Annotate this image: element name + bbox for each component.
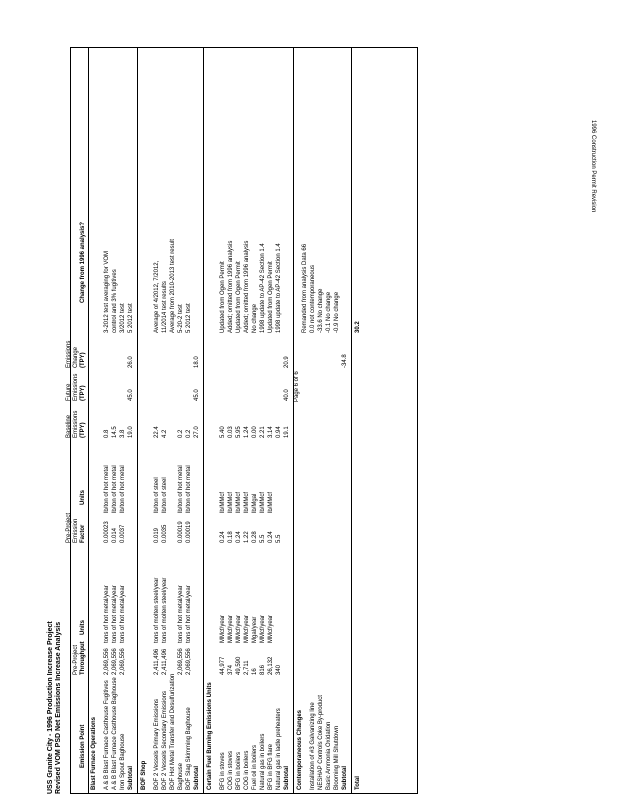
cell-base: 3.14 <box>268 426 274 438</box>
cell-note: -0.9 No change <box>334 291 340 333</box>
cell-base: 5.95 <box>236 426 242 438</box>
cell-factor: 0.00019 <box>178 521 184 543</box>
section-heading: Contemporaneous Changes <box>297 709 303 790</box>
cell-base: 3.8 <box>120 429 126 438</box>
cell-thru: 2,069,556 <box>178 648 184 675</box>
cell-base: 0.94 <box>276 426 282 438</box>
cell-point: BFG in BFG flare <box>268 743 274 790</box>
cell-base: 1.24 <box>244 426 250 438</box>
title-line-2: Revised VOM PSD Net Emissions Increase Analysis <box>55 621 62 794</box>
cell-note: Average from 2010-2013 test result <box>170 239 176 333</box>
cell-note: Added; omitted from 1996 analysis <box>228 240 234 333</box>
cell-factor: 0.014 <box>112 527 118 543</box>
cell-note: 11/2014 test results <box>162 281 168 333</box>
cell-point: BOF 2 Vessels Secondary Emissions <box>162 690 168 790</box>
cell-thru: 2,069,556 <box>120 648 126 675</box>
col-header-notes: Change from 1996 analysis? <box>80 221 86 303</box>
section-rule <box>351 48 352 793</box>
cell-point: COG in boilers <box>244 750 250 790</box>
cell-factor: 1.22 <box>244 531 250 543</box>
cell-note: Updated from Ogen Permit <box>220 261 226 333</box>
cell-factor: 0.00019 <box>186 521 192 543</box>
contemporaneous-note: Remanded from analysis Data 66 <box>302 243 308 333</box>
cell-funits: lb/MMcf <box>268 492 274 513</box>
cell-units: tons of hot metal/year <box>186 585 192 643</box>
cell-thru: 49,590 <box>236 656 242 675</box>
cell-funits: lb/ton of hot metal <box>186 465 192 513</box>
cell-future: 45.0 <box>194 389 200 401</box>
cell-point: Installation of #3 Galvanizing line <box>310 702 316 790</box>
title-line-1: USS Granite City - 1996 Production Increase Project <box>47 621 54 794</box>
cell-factor: 0.24 <box>268 531 274 543</box>
cell-base: 0.2 <box>178 429 184 438</box>
cell-point: Blooming Mill Shutdown <box>334 725 340 790</box>
col-header-change-3: (TPY) <box>80 352 86 368</box>
cell-note: 1998 update to AP-42 Section 1.4 <box>260 243 266 333</box>
cell-note: control and 3% fugitives <box>112 269 118 333</box>
cell-note: 3/2012 test <box>120 303 126 333</box>
col-header-future-2: Emissions <box>73 373 79 401</box>
cell-change: 20.9 <box>284 356 290 368</box>
col-header-factor-3: Factor <box>80 524 86 543</box>
cell-change: 26.0 <box>128 356 134 368</box>
cell-units: tons of hot metal/year <box>112 585 118 643</box>
cell-point: Subtotal <box>194 766 200 790</box>
cell-funits: lb/MMcf <box>236 492 242 513</box>
cell-units: tons of hot metal/year <box>178 585 184 643</box>
col-header-baseline-3: (TPY) <box>80 422 86 438</box>
cell-thru: 340 <box>276 664 282 675</box>
page-footer: Page 6 of 6 <box>294 371 300 402</box>
col-header-future-1: Future <box>66 383 72 401</box>
cell-funits: lb/MMcf <box>260 492 266 513</box>
cell-point: Subtotal <box>128 766 134 790</box>
cell-base: 27.0 <box>194 426 200 438</box>
cell-note: No change <box>252 303 258 333</box>
cell-note: -33.6 No change <box>318 288 324 333</box>
section-heading: BOF Shop <box>141 760 147 790</box>
cell-note: 5-20-2 test <box>178 304 184 333</box>
emissions-table <box>66 47 418 794</box>
cell-point: A & B Blast Furnace Casthouse Fugitives <box>104 680 110 790</box>
cell-factor: 0.019 <box>154 527 160 543</box>
cell-point: Basic Ammonia Oxidation <box>326 721 332 790</box>
cell-note: Average of 4/2012, 7/2012, <box>154 260 160 333</box>
total-label: Total <box>355 776 361 790</box>
cell-point: BOF 2 Vessels Primary Emissions <box>154 698 160 790</box>
col-header-units: Units <box>80 620 86 635</box>
cell-units: MMcf/year <box>236 614 242 643</box>
cell-factor: 5.5 <box>260 534 266 543</box>
cell-point: BFG in boilers <box>236 751 242 790</box>
cell-note: 5 2012 test <box>186 303 192 333</box>
section-rule <box>293 48 294 793</box>
col-header-baseline-2: Emissions <box>73 410 79 438</box>
cell-base: 0.00 <box>252 426 258 438</box>
cell-funits: lb/MMcf <box>244 492 250 513</box>
cell-point: Subtotal <box>284 766 290 790</box>
section-heading: Blast Furnace Operations <box>91 716 97 790</box>
cell-units: tons of hot metal/year <box>120 585 126 643</box>
cell-point: COG in stoves <box>228 750 234 790</box>
cell-funits: lb/ton of steel <box>154 477 160 513</box>
cell-base: 2.21 <box>260 426 266 438</box>
section-heading: Certain Fuel Burning Emissions Units <box>207 682 213 790</box>
cell-future: 45.0 <box>128 389 134 401</box>
cell-units: tons of molten steel/year <box>154 577 160 643</box>
total-value: 30.2 <box>355 321 361 333</box>
col-header-factor-units: Units <box>80 490 86 505</box>
cell-point: BOF Slag Skimming Baghouse <box>186 707 192 790</box>
cell-factor: 5.5 <box>276 534 282 543</box>
col-header-future-3: (TPY) <box>80 385 86 401</box>
cell-base: 5.40 <box>220 426 226 438</box>
cell-units: MMcf/year <box>220 614 226 643</box>
cell-note: 0.0 not contemporaneous <box>310 264 316 333</box>
cell-units: MMcf/year <box>260 614 266 643</box>
cell-thru: 2,069,556 <box>186 648 192 675</box>
cell-thru: 2,069,556 <box>112 648 118 675</box>
col-header-change-1: Emissions <box>66 340 72 368</box>
col-header-throughput-1: Pre-Project <box>73 644 79 675</box>
cell-base: 19.1 <box>284 426 290 438</box>
cell-units: tons of hot metal/year <box>104 585 110 643</box>
cell-units: MMcf/year <box>228 614 234 643</box>
cell-base: 4.2 <box>162 429 168 438</box>
cell-thru: 2,411,496 <box>162 648 168 675</box>
cell-thru: 2,069,556 <box>104 648 110 675</box>
cell-base: 14.5 <box>112 426 118 438</box>
header-rule <box>88 48 89 793</box>
cell-funits: lb/ton of steel <box>162 477 168 513</box>
section-rule <box>137 48 138 793</box>
cell-thru: 374 <box>228 664 234 675</box>
col-header-change-2: Change <box>73 346 79 368</box>
col-header-factor-2: Emission <box>73 518 79 543</box>
cell-note: -0.1 No change <box>326 291 332 333</box>
cell-point: Subtotal <box>342 766 348 790</box>
cell-note: Updated from Ogen Permit <box>268 261 274 333</box>
cell-note: 3-2012 test averaging for VOM <box>104 250 110 333</box>
cell-funits: lb/ton of hot metal <box>120 465 126 513</box>
cell-point: Baghouse <box>178 762 184 790</box>
col-header-throughput-2: Throughput <box>80 641 86 675</box>
cell-point: BOF Hot Metal Transfer and Desulfurization <box>170 673 176 790</box>
cell-point: NESHAP Controls Coke By-product <box>318 695 324 790</box>
cell-thru: 44,977 <box>220 656 226 675</box>
cell-thru: 26,132 <box>268 656 274 675</box>
cell-base: 0.8 <box>104 429 110 438</box>
cell-point: Natural gas in ladle preheaters <box>276 708 282 790</box>
cell-note: Added; omitted from 1996 analysis <box>244 240 250 333</box>
cell-point: BFG in stoves <box>220 752 226 790</box>
cell-note: Updated from Ogen Permit <box>236 261 242 333</box>
cell-thru: 16 <box>252 668 258 675</box>
cell-funits: lb/ton of hot metal <box>112 465 118 513</box>
cell-point: Iron Spout Baghouse <box>120 733 126 790</box>
cell-factor: 0.18 <box>228 531 234 543</box>
cell-units: tons of molten steel/year <box>162 577 168 643</box>
cell-thru: 816 <box>260 664 266 675</box>
cell-funits: lb/ton of hot metal <box>104 465 110 513</box>
cell-factor: 0.28 <box>252 531 258 543</box>
cell-factor: 0.24 <box>236 531 242 543</box>
running-header: 1996 Construction Permit Revision <box>590 120 596 213</box>
cell-note: 5 2012 test <box>128 303 134 333</box>
cell-units: Mgal/year <box>252 616 258 643</box>
cell-funits: lb/MMcf <box>220 492 226 513</box>
cell-thru: 2,411,496 <box>154 648 160 675</box>
cell-base: 22.4 <box>154 426 160 438</box>
col-header-baseline-1: Baseline <box>66 414 72 438</box>
cell-factor: 0.0037 <box>120 524 126 543</box>
cell-units: MMcf/year <box>268 614 274 643</box>
col-header-emission-point: Emission Point <box>80 724 86 768</box>
cell-funits: lb/ton of hot metal <box>178 465 184 513</box>
section-rule <box>203 48 204 793</box>
cell-future: 40.0 <box>284 389 290 401</box>
cell-funits: lb/MMcf <box>228 492 234 513</box>
cell-point: A & B Blast Furnace Casthouse Baghouse <box>112 677 118 790</box>
cell-point: Fuel oil in boilers <box>252 744 258 790</box>
cell-thru: 2,711 <box>244 660 250 675</box>
cell-funits: lb/Mgal <box>252 493 258 513</box>
cell-change: -34.8 <box>342 354 348 368</box>
cell-factor: 0.0035 <box>162 524 168 543</box>
cell-base: 0.03 <box>228 426 234 438</box>
col-header-factor-1: Pre-Project <box>66 512 72 543</box>
cell-point: Natural gas in boilers <box>260 733 266 790</box>
cell-factor: 0.24 <box>220 531 226 543</box>
cell-units: MMcf/year <box>244 614 250 643</box>
cell-change: 18.0 <box>194 356 200 368</box>
cell-base: 0.2 <box>186 429 192 438</box>
cell-factor: 0.00023 <box>104 521 110 543</box>
cell-base: 19.0 <box>128 426 134 438</box>
cell-note: 1998 update to AP-42 Section 1.4 <box>276 243 282 333</box>
